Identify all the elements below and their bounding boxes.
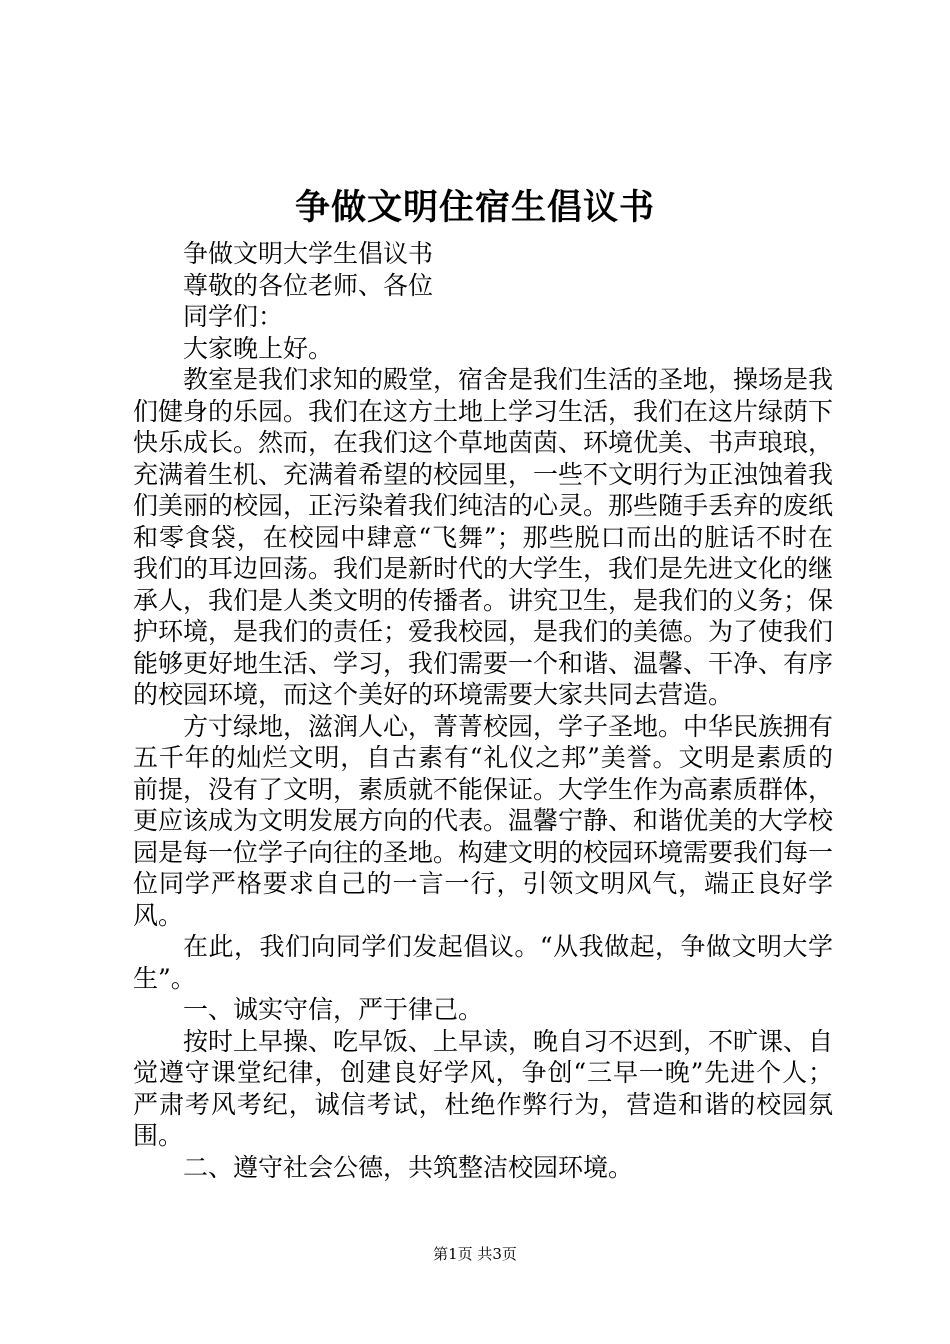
paragraph-body: 方寸绿地，滋润人心，菁菁校园，学子圣地。中华民族拥有五千年的灿烂文明，自古素有“礼仪之邦”美誉。文明是素质的前提，没有了文明，素质就不能保证。大学生作为高素质群体，更应该成为文明发展方向的代表。温馨宁静、和谐优美的大学校园是每一位学子向往的圣地。构建文明的校园环境需要我们每一位同学严格要求自己的一言一行，引领文明风气，端正良好学风。 [133, 711, 834, 930]
paragraph-salutation-continued: 同学们： [183, 302, 284, 331]
paragraph-body: 在此，我们向同学们发起倡议。“从我做起，争做文明大学生”。 [133, 932, 833, 993]
paragraph-body: 按时上早操、吃早饭、上早读，晚自习不迟到，不旷课、自觉遵守课堂纪律，创建良好学风，争创“三早一晚”先进个人；严肃考风考纪，诚信考试，杜绝作弊行为，营造和谐的校园氛围。 [133, 1026, 834, 1150]
paragraph-section-heading: 二、遵守社会公德，共筑整洁校园环境。 [183, 1152, 634, 1182]
paragraph-greeting: 大家晚上好。 [183, 333, 334, 363]
paragraph-salutation: 尊敬的各位老师、各位 [183, 270, 434, 300]
document-title: 争做文明住宿生倡议书 [294, 188, 655, 228]
page-indicator: 第1页 共3页 [433, 1245, 517, 1263]
document-body [133, 238, 833, 1183]
paragraph-body: 教室是我们求知的殿堂，宿舍是我们生活的圣地，操场是我们健身的乐园。我们在这方土地上学习生活，我们在这片绿荫下快乐成长。然而，在我们这个草地茵茵、环境优美、书声琅琅，充满着生机、充满着希望的校园里，一些不文明行为正浊蚀着我们美丽的校园，正污染着我们纯洁的心灵。那些随手丢弃的废纸和零食袋，在校园中肆意“飞舞”；那些脱口而出的脏话不时在我们的耳边回荡。我们是新时代的大学生，我们是先进文化的继承人，我们是人类文明的传播者。讲究卫生，是我们的义务；保护环境，是我们的责任；爱我校园，是我们的美德。为了使我们能够更好地生活、学习，我们需要一个和谐、温馨、干净、有序的校园环境，而这个美好的环境需要大家共同去营造。 [133, 365, 834, 709]
paragraph-subtitle: 争做文明大学生倡议书 [183, 239, 434, 268]
paragraph-section-heading: 一、诚实守信，严于律己。 [183, 995, 484, 1024]
